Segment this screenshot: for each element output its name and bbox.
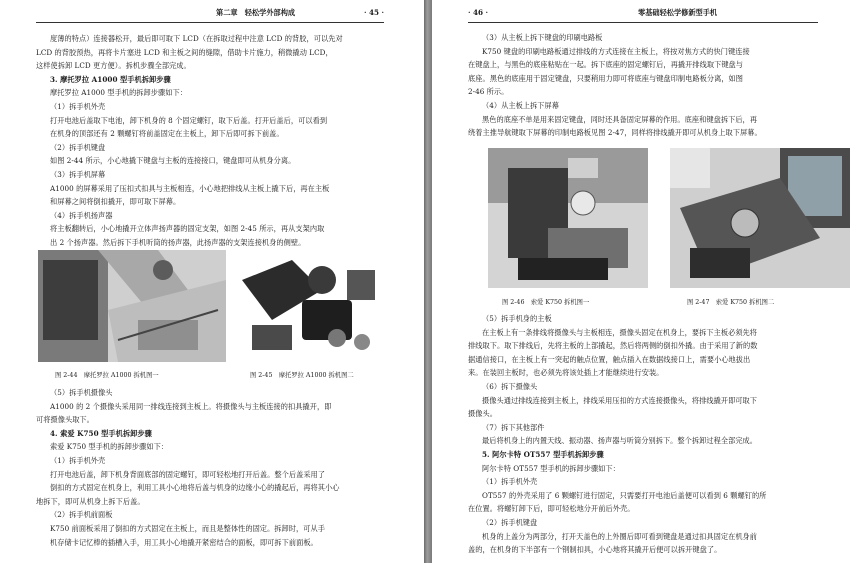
figure-2-46-caption: 图 2-46 索爱 K750 拆机图一 [502,299,590,306]
text-line: 地拆下，即可从机身上拆下后盖。 [36,496,145,506]
text-line: 打开电池后盖，卸下机身背面底部的固定螺钉，即可轻松地打开后盖。整个后盖采用了 [50,469,326,479]
left-page-number: · 45 · [363,8,384,17]
text-line: 摄像头通过排线连接到主板上，排线采用压扣的方式连接摄像头，将排线撬开即可取下 [482,395,758,405]
text-line: 倒扣的方式固定在机身上，利用工具小心地将后盖与机身的边缘小心的撬起后，再将其小心 [50,483,340,493]
figure-2-46-photo [488,148,648,288]
text-line: 如图 2-44 所示，小心地撬下键盘与主板的连接接口，键盘即可从机身分离。 [50,156,296,166]
text-line: 5. 阿尔卡特 OT557 型手机拆卸步骤 [482,450,604,459]
motorola-a1000-keyboard-image [38,250,226,362]
text-line: 在位置。将螺钉卸下后，即可轻松地分开前后外壳。 [468,504,635,514]
figure-2-47-caption: 图 2-47 索爱 K750 拆机图二 [687,299,775,306]
text-line: （1）拆手机外壳 [50,102,106,111]
text-line: （2）拆手机前面板 [50,510,113,520]
text-line: 绕着主推导航键取下屏幕的印制电路板见图 2-47，同样将排线撬开即可从机身上取下屏幕。 [468,128,762,138]
left-page [0,0,424,563]
text-line: LCD 的背胶预热，再将卡片塞进 LCD 和主板之间的缝隙，借助卡片施力，稍微撬动 LCD， [36,47,333,57]
text-line: （3）拆手机屏幕 [50,170,106,179]
text-line: （2）拆手机键盘 [482,518,538,527]
text-line: 盖的，在机身的下半部有一个钢制扣具，小心地将其撬开后便可以拆开键盘了。 [468,545,722,555]
text-line: 3. 摩托罗拉 A1000 型手机拆卸步骤 [50,74,171,84]
sony-ericsson-k750-image-1 [488,148,648,288]
text-line: 打开电池后盖取下电池，卸下机身的 8 个固定螺钉，取下后盖。打开后盖后，可以看到 [50,115,328,125]
figure-2-45-photo [232,250,382,362]
motorola-a1000-speakers-image [232,250,382,362]
left-header-chapter: 第二章 轻松学外部构成 [216,8,296,17]
text-line: 机存储卡记忆棒的插槽入手，用工具小心地撬开紧密结合的面板，即可拆下前面板。 [50,537,318,547]
text-line: K750 键盘的印刷电路板通过排线的方式连接在主板上，将按对焦方式的快门键连接 [482,46,750,56]
text-line: 和屏幕之间将倒扣撬开，即可取下屏幕。 [50,197,181,207]
text-line: 据通信接口，在主板上有一突起的触点位置，触点插入在数据线接口上，需要小心地拔出 [468,354,751,364]
text-line: OT557 的外壳采用了 6 颗螺钉进行固定，只需要打开电池后盖便可以看到 6 颗螺钉的所 [482,490,767,500]
text-line: 4. 索爱 K750 型手机拆卸步骤 [50,428,152,438]
text-line: 在机身的顶部还有 2 颗螺钉将前盖固定在主板上，卸下后即可拆下前盖。 [50,129,284,139]
text-line: 这样使拆卸 LCD 更方便）。拆机步骤全部完成。 [36,61,191,71]
text-line: A1000 的屏幕采用了压扣式扣具与主板相连，小心地把排线从主板上撬下后，再在主板 [50,183,330,193]
text-line: 摄像头。 [468,409,497,419]
text-line: 在主板上有一条排线将摄像头与主板相连，摄像头固定在机身上，要拆下主板必须先将 [482,327,758,337]
sony-ericsson-k750-image-2 [670,148,850,288]
text-line: （5）拆手机摄像头 [50,388,113,397]
text-line: 摩托罗拉 A1000 型手机的拆卸步骤如下： [50,88,187,98]
text-line: K750 前面板采用了倒扣的方式固定在主板上，而且是整体性的固定。拆卸时，可从手 [50,524,325,533]
figure-2-44-photo [38,250,226,362]
text-line: 机身的上盖分为两部分，打开天盖色的上外圈后即可看到键盘是通过扣具固定在机身前 [482,531,758,541]
text-line: （1）拆手机外壳 [482,477,538,487]
text-line: 底座。黑色的底座用于固定键盘，只要稍用力即可将底座与键盘印制电路板分离，如图 [468,73,744,83]
text-line: （5）拆手机身的主板 [482,314,552,323]
figure-2-44-caption: 图 2-44 摩托罗拉 A1000 拆机图一 [55,372,159,379]
text-line: 来。在装回主板时，也必须先将该处插上才能继续进行安装。 [468,368,664,378]
text-line: （3）从主板上拆下键盘的印刷电路板 [482,33,603,42]
text-line: （6）拆下摄像头 [482,382,538,391]
text-line: 2-46 所示。 [468,87,509,97]
text-line: 在键盘上，与黑色的底座粘贴在一起。拆下底座的固定螺钉后，再撬开排线取下键盘与 [468,60,744,70]
right-page-header [468,8,818,23]
right-page [432,0,857,563]
text-line: 阿尔卡特 OT557 型手机的拆卸步骤如下： [482,463,620,473]
text-line: 最后将机身上的内置天线、振动器、扬声器与听筒分别拆下。整个拆卸过程全部完成。 [482,436,758,446]
right-header-book-title: 零基础轻松学修新型手机 [638,8,718,17]
book-gutter [424,0,432,563]
right-page-number: · 46 · [468,8,489,17]
text-line: 将主板翻转后，小心地撬开立体声扬声器的固定支架，如图 2-45 所示，再从支架内取 [50,224,325,234]
figure-2-45-caption: 图 2-45 摩托罗拉 A1000 拆机图二 [250,372,354,379]
figure-2-47-photo [670,148,850,288]
text-line: （4）拆手机扬声器 [50,210,113,220]
text-line: （1）拆手机外壳 [50,456,106,465]
left-page-header [36,8,384,23]
text-line: 黑色的底座不单是用来固定键盘，同时还具备固定屏幕的作用。底座和键盘拆下后，再 [482,114,758,124]
text-line: （7）拆下其他部件 [482,422,545,432]
text-line: （4）从主板上拆下屏幕 [482,101,559,110]
text-line: 索爱 K750 型手机的拆卸步骤如下： [50,442,169,452]
text-line: A1000 的 2 个摄像头采用同一排线连接到主板上。将摄像头与主板连接的扣具撬开，即 [50,401,332,411]
text-line: 度薄的特点）连接器松开，最后即可取下 LCD（在拆取过程中注意 LCD 的背胶，可以先对 [50,34,343,43]
text-line: 出 2 个扬声器。然后拆下手机听筒的扬声器，此扬声器的支架连接机身的侧壁。 [50,238,306,247]
text-line: （2）拆手机键盘 [50,142,106,152]
text-line: 排线取下。取下排线后，先将主板的上部撬起，然后将两侧的倒扣外撬。由于采用了新的数 [468,341,758,351]
text-line: 可将摄像头取下。 [36,415,94,425]
